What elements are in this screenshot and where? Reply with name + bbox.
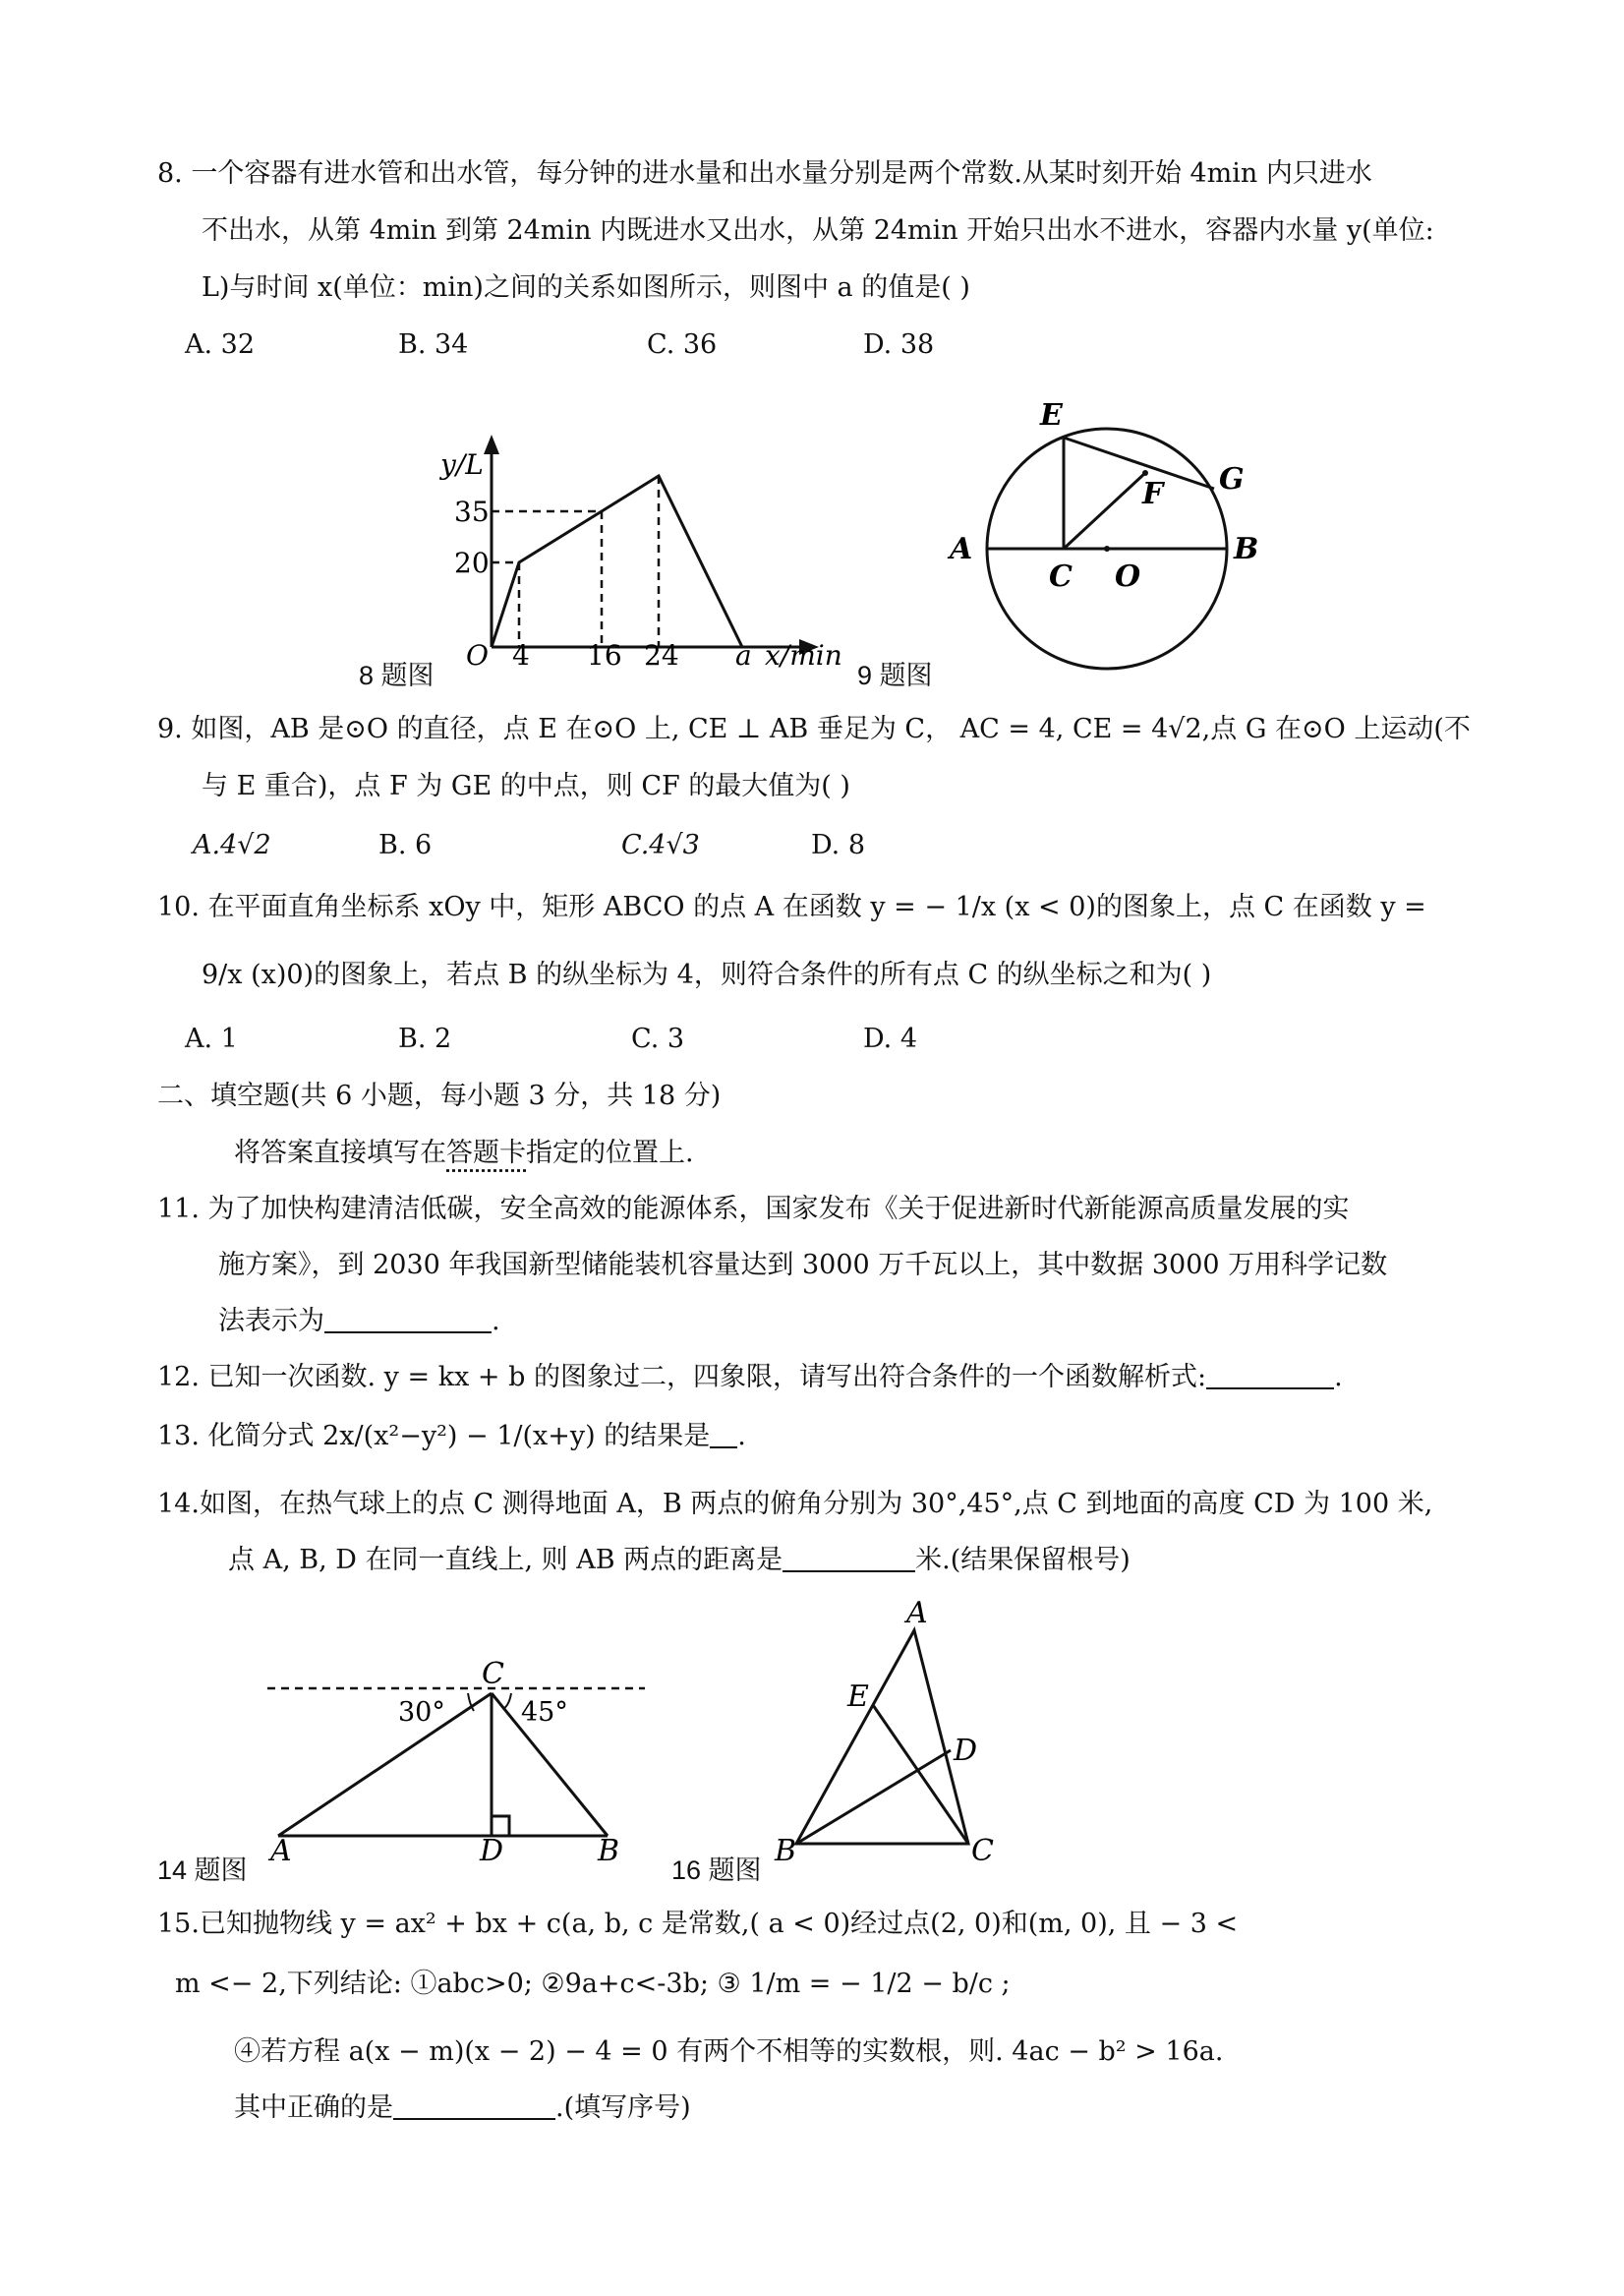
fig9-label-f: F xyxy=(1142,477,1164,511)
q15-line-2: m <− 2,下列结论: ①abc>0; ②9a+c<-3b; ③ 1/m = − 1/2 − b/c ; xyxy=(175,1969,1011,1999)
q9-option-a: A.4√2 xyxy=(193,830,271,860)
q15-line-1: 15.已知抛物线 y = ax² + bx + c(a, b, c 是常数,( a < 0)经过点(2, 0)和(m, 0), 且 − 3 < xyxy=(157,1909,1239,1939)
q15-answer-blank[interactable] xyxy=(393,2092,555,2120)
fig8-ylabel: y/L xyxy=(440,448,484,481)
q12-line: 12. 已知一次函数. y = kx + b 的图象过二，四象限，请写出符合条件的一个函数解析式: . xyxy=(157,1362,1343,1392)
q14-line-1: 14.如图，在热气球上的点 C 测得地面 A，B 两点的俯角分别为 30°,45°,点 C 到地面的高度 CD 为 100 米, xyxy=(157,1489,1433,1519)
fig8-xtick-4: 4 xyxy=(512,639,530,672)
q8-option-d: D. 38 xyxy=(863,329,935,360)
fig8-xtick-16: 16 xyxy=(587,639,622,672)
figure-8-caption: 8 题图 xyxy=(359,661,435,690)
fig16-label-c: C xyxy=(971,1834,994,1868)
fig14-label-b: B xyxy=(598,1834,620,1868)
fig14-label-d: D xyxy=(480,1834,504,1868)
fig9-label-c: C xyxy=(1049,559,1073,594)
q15-line-4-prefix: 其中正确的是 xyxy=(234,2092,393,2123)
q11-line-1: 11. 为了加快构建清洁低碳，安全高效的能源体系，国家发布《关于促进新时代新能源高质量发展的实 xyxy=(157,1194,1350,1224)
fig9-label-e: E xyxy=(1040,398,1063,433)
q9-line-1: 9. 如图，AB 是⊙O 的直径，点 E 在⊙O 上, CE ⊥ AB 垂足为 C， AC = 4, CE = 4√2,点 G 在⊙O 上运动(不 xyxy=(157,714,1471,744)
q12-text: 12. 已知一次函数. y = kx + b 的图象过二，四象限，请写出符合条件的一个函数解析式: xyxy=(157,1362,1207,1392)
figure-14-caption: 14 题图 xyxy=(157,1855,248,1885)
q10-line-2: 9/x (x)0)的图象上，若点 B 的纵坐标为 4，则符合条件的所有点 C 的纵坐标之和为( ) xyxy=(202,960,1212,990)
fig8-ytick-35: 35 xyxy=(454,496,490,528)
q11-line-3: 法表示为 . xyxy=(218,1306,500,1336)
q8-option-b: B. 34 xyxy=(398,329,469,360)
figure-9-caption: 9 题图 xyxy=(857,661,933,690)
q15-line-3: ④若方程 a(x − m)(x − 2) − 4 = 0 有两个不相等的实数根，则. 4ac − b² > 16a. xyxy=(234,2036,1224,2067)
q9-option-b: B. 6 xyxy=(378,830,433,860)
q10-option-a: A. 1 xyxy=(185,1024,238,1054)
fig14-angle-45: 45° xyxy=(521,1697,568,1728)
q10-option-b: B. 2 xyxy=(398,1024,452,1054)
fig9-label-o: O xyxy=(1115,559,1141,594)
q8-line-2: 不出水，从第 4min 到第 24min 内既进水又出水，从第 24min 开始只出水不进水，容器内水量 y(单位: xyxy=(202,215,1434,246)
q8-option-a: A. 32 xyxy=(185,329,256,360)
q9-option-c: C.4√3 xyxy=(621,830,700,860)
fig16-label-b: B xyxy=(775,1834,797,1868)
fig14-label-c: C xyxy=(482,1657,504,1691)
q13-line: 13. 化简分式 2x/(x²−y²) − 1/(x+y) 的结果是 . xyxy=(157,1421,746,1451)
q15-line-4 xyxy=(234,2091,691,2125)
q13-text: 13. 化简分式 2x/(x²−y²) − 1/(x+y) 的结果是 xyxy=(157,1421,711,1451)
q14-line-2-suffix: 米.(结果保留根号) xyxy=(915,1545,1131,1575)
fig16-label-a: A xyxy=(906,1596,928,1630)
fig16-label-e: E xyxy=(847,1679,869,1714)
fig8-xtick-24: 24 xyxy=(644,639,679,672)
fig9-label-a: A xyxy=(950,532,973,566)
q10-option-c: C. 3 xyxy=(631,1024,685,1054)
fig8-origin: O xyxy=(466,639,489,672)
q8-line-3: L)与时间 x(单位：min)之间的关系如图所示，则图中 a 的值是( ) xyxy=(202,272,970,303)
q9-line-2: 与 E 重合)，点 F 为 GE 的中点，则 CF 的最大值为( ) xyxy=(202,771,850,801)
figure-16-caption: 16 题图 xyxy=(671,1855,762,1885)
fig16-label-d: D xyxy=(954,1734,978,1768)
fig8-xlabel: x/min xyxy=(765,639,842,672)
fig9-label-g: G xyxy=(1219,462,1245,497)
fig9-label-b: B xyxy=(1234,532,1259,566)
q15-line-4-suffix: .(填写序号) xyxy=(555,2092,691,2123)
q8-option-c: C. 36 xyxy=(647,329,718,360)
instruction-dotted: 答题卡 xyxy=(446,1138,526,1168)
section-2-title: 二、填空题(共 6 小题，每小题 3 分，共 18 分) xyxy=(157,1081,722,1111)
instruction-suffix: 指定的位置上. xyxy=(526,1138,694,1168)
q10-option-d: D. 4 xyxy=(863,1024,918,1054)
fig8-xtick-a: a xyxy=(735,639,752,672)
q8-line-1: 8. 一个容器有进水管和出水管，每分钟的进水量和出水量分别是两个常数.从某时刻开始 4min 内只进水 xyxy=(157,158,1372,189)
fig14-label-a: A xyxy=(270,1834,292,1868)
q9-option-d: D. 8 xyxy=(811,830,866,860)
fig14-angle-30: 30° xyxy=(398,1697,445,1728)
q10-line-1: 10. 在平面直角坐标系 xOy 中，矩形 ABCO 的点 A 在函数 y = − 1/x (x < 0)的图象上，点 C 在函数 y = xyxy=(157,892,1426,922)
q11-line-2: 施方案》，到 2030 年我国新型储能装机容量达到 3000 万千瓦以上，其中数据 3000 万用科学记数 xyxy=(218,1250,1388,1280)
fig8-ytick-20: 20 xyxy=(454,547,490,579)
q14-line-2-prefix: 点 A, B, D 在同一直线上, 则 AB 两点的距离是 xyxy=(228,1545,783,1575)
q11-line-3-text: 法表示为 xyxy=(218,1306,324,1336)
instruction-prefix: 将答案直接填写在 xyxy=(234,1138,446,1168)
